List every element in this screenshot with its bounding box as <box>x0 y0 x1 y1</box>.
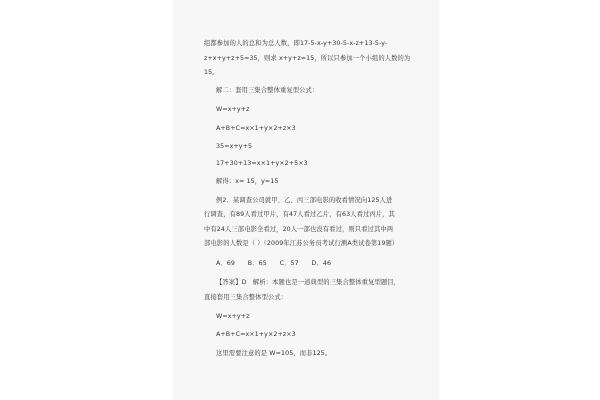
text-line: 【答案】D 解析：本题也是一道典型的三集合整体重复型题目， <box>216 279 401 286</box>
text-line: 解二：套用三集合整体重复型公式： <box>216 87 319 94</box>
text-line: 部电影的人数是（ ）（2009年江苏公务员考试行测A类试卷第19题） <box>204 240 399 247</box>
formula-line: W=x+y+z <box>216 106 250 113</box>
formula-line: 17+30+13=x×1+y×2+5×3 <box>216 160 308 167</box>
text-line: 这里需要注意的是 W=105，而非125。 <box>216 350 332 357</box>
text-line: 组都参加的人的总和为总人数，即17-5-x-y+30-5-x-z+13-5-y- <box>204 40 388 47</box>
document-page <box>173 0 439 400</box>
text-line: 15。 <box>204 69 219 76</box>
text-line: 行调查，有89人看过甲片，有47人看过乙片，有63人看过丙片，其 <box>204 211 395 218</box>
formula-line: A+B+C=x×1+y×2+z×3 <box>216 331 296 338</box>
text-line: 直接套用三集合整体型公式： <box>204 294 288 301</box>
text-line: z+x+y+z+5=35，则求 x+y+z=15，所以只参加一个小组的人数的为 <box>204 55 411 62</box>
text-line: 中有24人三部电影全看过，20人一部也没有看过，则只看过其中两 <box>204 226 394 233</box>
answer-options: A．69 B．65 C．57 D．46 <box>216 260 332 267</box>
formula-line: A+B+C=x×1+y×2+z×3 <box>216 125 296 132</box>
text-line: 解得：x= 15，y=15 <box>216 178 279 185</box>
text-line: 例2．某调查公司就甲、乙、丙三部电影的收看情况向125人进 <box>216 197 393 204</box>
formula-line: W=x+y+z <box>216 313 250 320</box>
formula-line: 35=x+y+5 <box>216 143 253 150</box>
